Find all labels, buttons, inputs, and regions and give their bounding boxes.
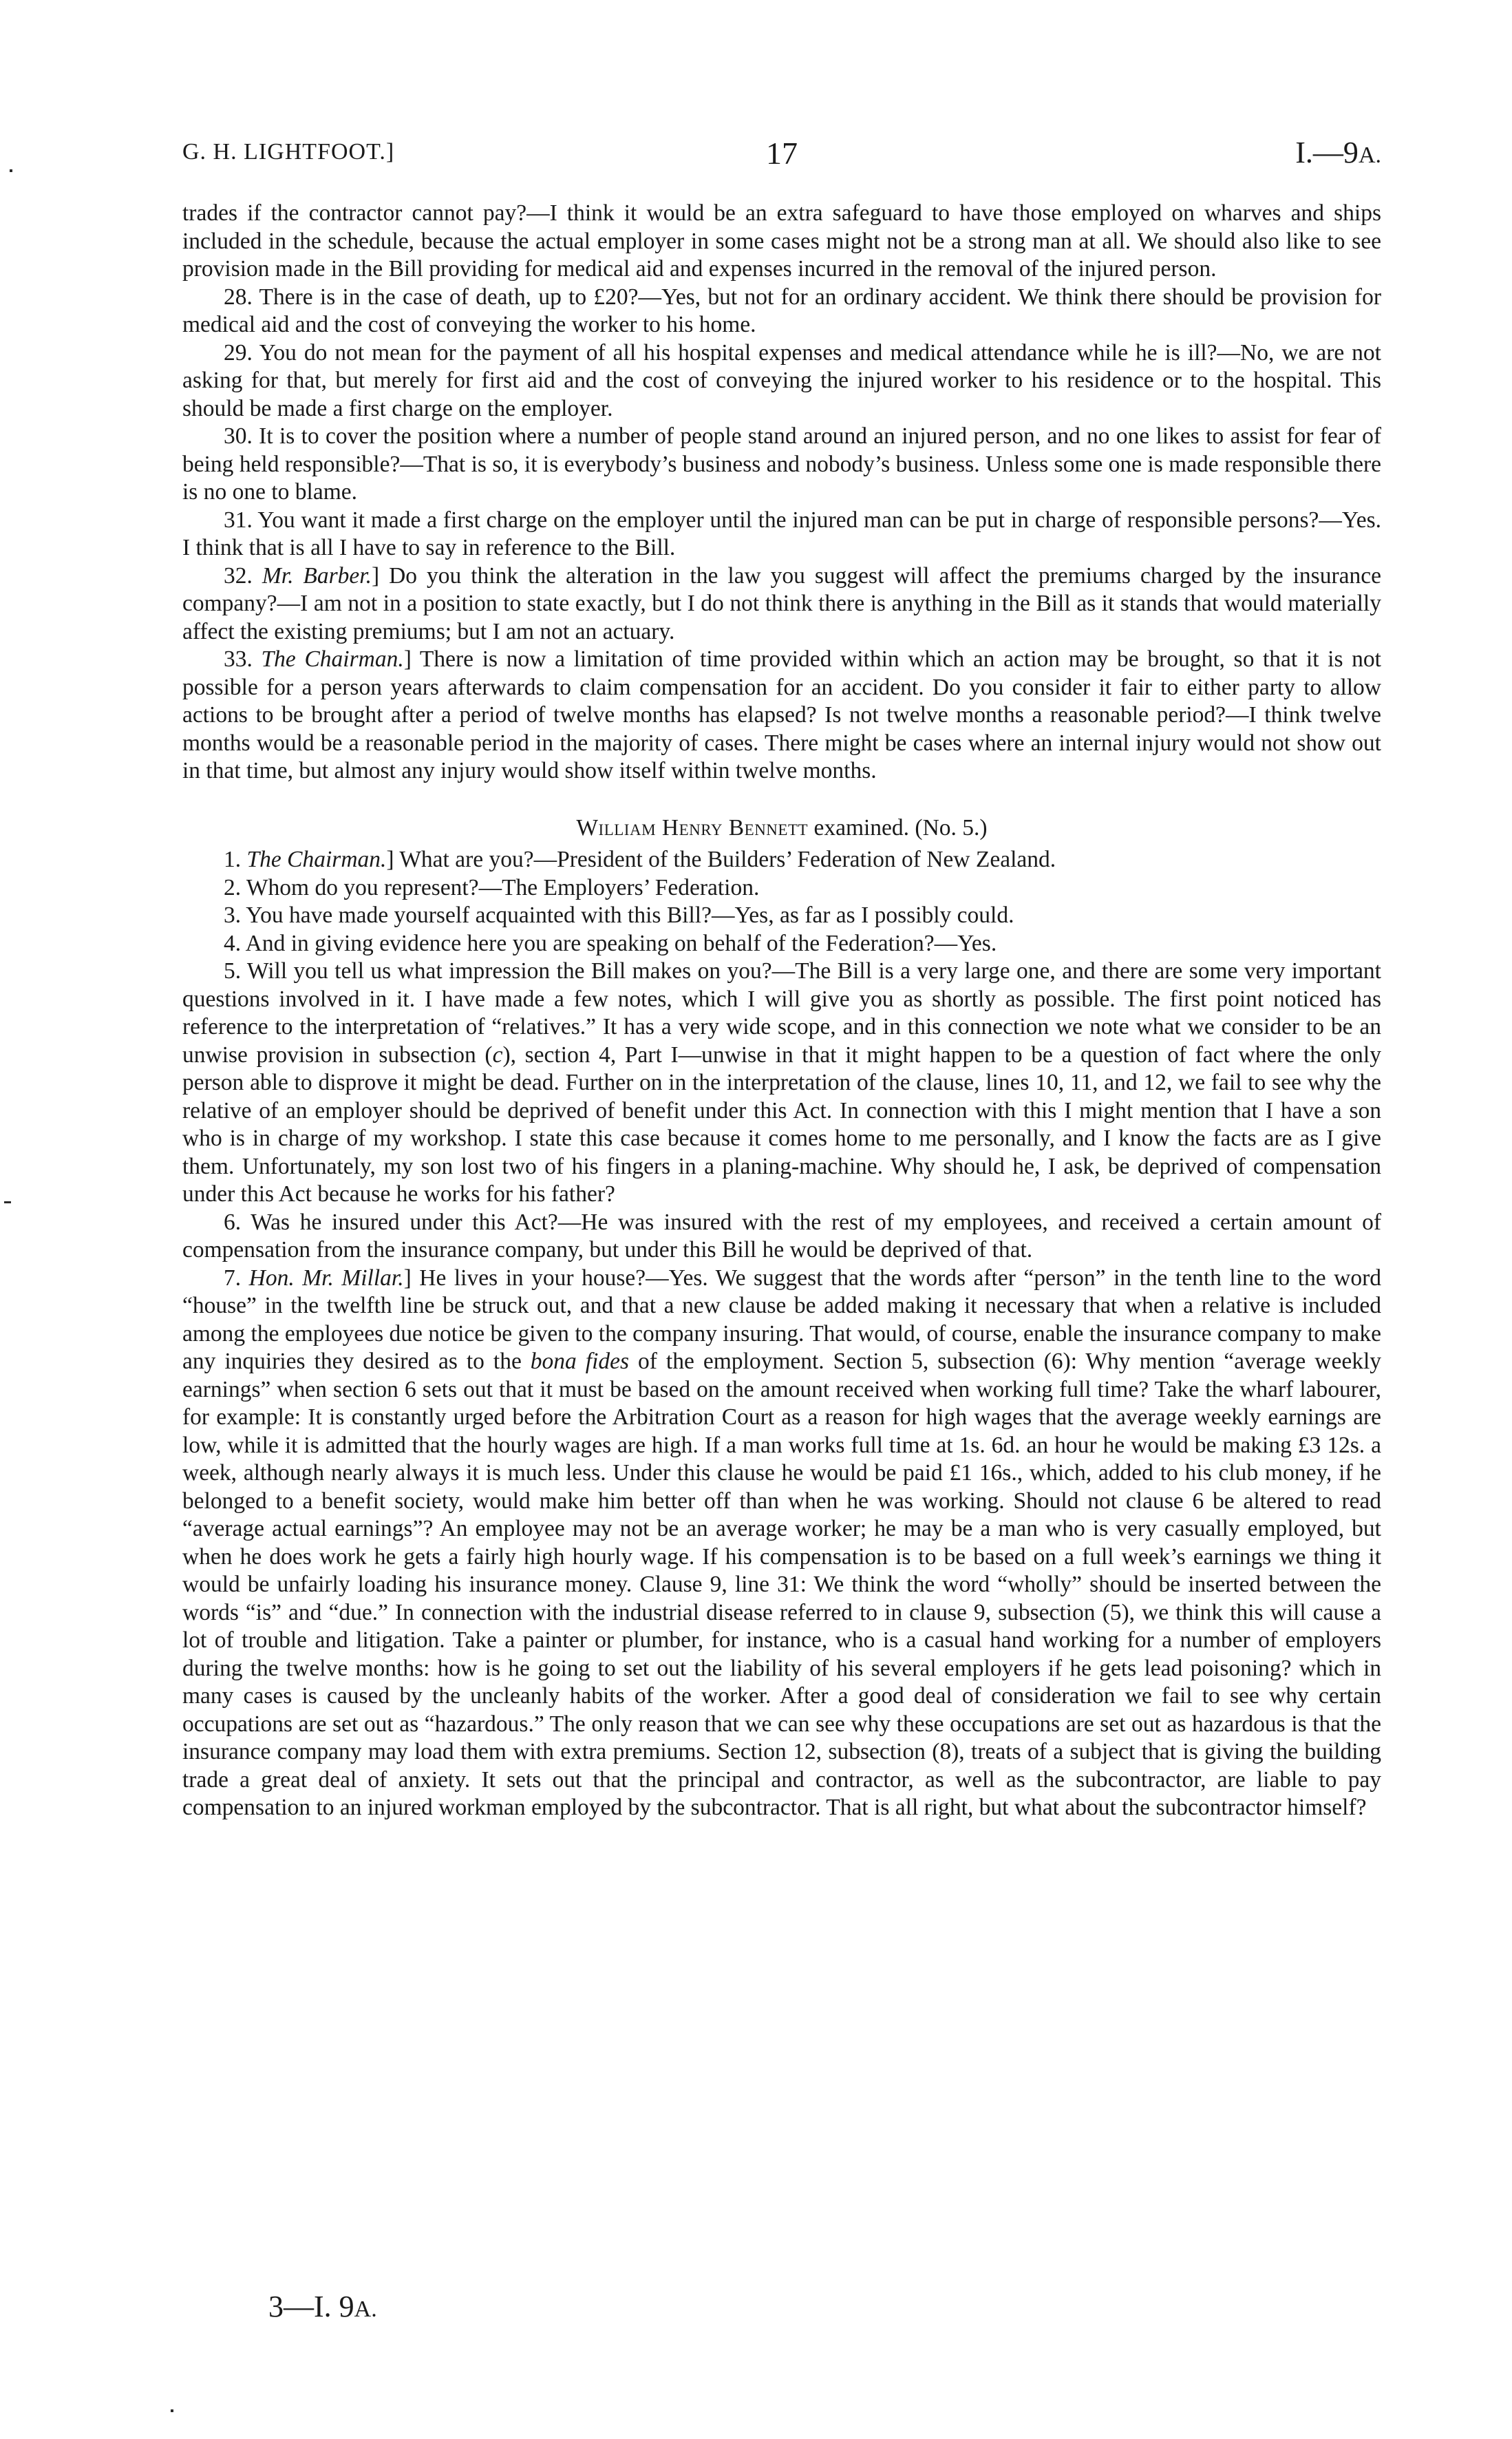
paragraph-q6 <box>182 1209 1381 1265</box>
text-run: ), section 4, Part I—unwise in that it might happen to be a question of fact where the only person able to disprove it might be dead. Further on in the interpretation of the clause, lines 10, 11, and 12, we fail to see why the relative of an employer should be deprived of benefit under this Act. In connection with this I might mention that I have a son who is in charge of my workshop. I state this case because it comes home to me personally, and I know the facts are as I give them. Unfortunately, my son lost two of his fingers in a planing-machine. Why should he, I ask, be deprived of compensation under this Act because he works for his father? <box>182 1042 1381 1207</box>
paragraph-p31 <box>182 507 1381 562</box>
paragraph-p33 <box>182 646 1381 785</box>
italic-text: Hon. Mr. Millar. <box>248 1265 404 1291</box>
text-run: ] There is now a limitation of time provided within which an action may be brought, so that it is not possible for a person years afterwards to claim compensation for an accident. Do you consider it fair to either party to allow actions to be brought after a period of twelve months has elapsed? Is not twelve months a reasonable period?—I think twelve months would be a reasonable period in the majority of cases. There might be cases where an internal injury would not show out in that time, but almost any injury would show itself within twelve months. <box>182 646 1381 783</box>
text-run: of the employment. Section 5, subsection (6): Why mention “average weekly earnings” when section 6 sets out that it must be based on the amount received when working full time? Take the wharf labourer, for example: It is constantly urged before the Arbitration Court as a reason for high wages that the average weekly earnings are low, while it is admitted that the hourly wages are high. If a man works full time at 1s. 6d. an hour he would be making £3 12s. a week, although nearly always it is much less. Under this clause he would be paid £1 16s., which, added to his club money, if he belonged to a benefit society, would make him better off than when he was working. Should not clause 6 be altered to read “average actual earnings”? An employee may not be an average worker; he may be a man who is very casually employed, but when he does work he gets a fairly high hourly wage. If his compensation is to be based on a full week’s earnings we thing it would be unfairly loading his insurance money. Clause 9, line 31: We think the word “wholly” should be inserted between the words “is” and “due.” In connection with the industrial disease referred to in clause 9, subsection (5), we think this will cause a lot of trouble and litigation. Take a painter or plumber, for instance, who is a casual hand working for a number of employers during the twelve months: how is he going to set out the liability of his several employers if he gets lead poisoning? which in many cases is caused by the uncleanly habits of the worker. After a good deal of consideration we fail to see why certain occupations are set out as “hazardous.” The only reason that we can see why these occupations are set out as hazardous is that the insurance company may load them with extra premiums. Section 12, subsection (8), treats of a subject that is giving the building trade a great deal of anxiety. It sets out that the principal and contractor, as well as the subcontractor, are liable to pay compensation to an injured workman employed by the subcontractor. That is all right, but what about the subcontractor himself? <box>182 1349 1382 1820</box>
text-run: 3. You have made yourself acquainted with this Bill?—Yes, as far as I possibly could. <box>224 902 1014 928</box>
text-run: ] He lives in your house?—Yes. We suggest that the words after “person” in the tenth line to the word “house” in the twelfth line be struck out, and that a new clause be added making it necessary that when a relative is included among the employees due notice be given to the company insuring. That would, of course, enable the insurance company to make any inquiries they desired as to the <box>182 1265 1382 1374</box>
signature-main: 3—I. 9 <box>268 2290 354 2323</box>
paragraph-q3 <box>182 902 1381 930</box>
text-run: 5. Will you tell us what impression the Bill makes on you?—The Bill is a very large one, and there are some very important questions involved in it. I have made a few notes, which I will give you as shortly as possible. The first point noticed has reference to the interpretation of “relatives.” It has a very wide scope, and in this connection we note what we consider to be an unwise provision in subsection ( <box>182 958 1381 1068</box>
paragraph-p32 <box>182 562 1381 646</box>
running-head-witness: G. H. LIGHTFOOT.] <box>182 139 395 165</box>
text-run: ] Do you think the alteration in the law you suggest will affect the premiums charged by the insurance company?—I am not in a position to state exactly, but I do not think there is anything in the Bill as it stands that would materially affect the existing premiums; but I am not an actuary. <box>182 562 1381 644</box>
section-heading-suffix: examined. (No. 5.) <box>808 814 988 841</box>
witness-name: William Henry Bennett <box>576 814 809 841</box>
text-run: 33. <box>224 646 262 672</box>
paragraph-q5 <box>182 958 1381 1209</box>
paragraph-p29 <box>182 339 1381 423</box>
document-reference-suffix: A. <box>1358 142 1381 168</box>
signature-suffix: A. <box>354 2297 377 2322</box>
paragraph-p28 <box>182 284 1381 339</box>
text-run: 28. There is in the case of death, up to £20?—Yes, but not for an ordinary accident. We think there should be provision for medical aid and the cost of conveying the worker to his home. <box>182 284 1381 337</box>
page-number: 17 <box>766 136 798 171</box>
paragraph-q1 <box>182 846 1381 874</box>
paragraph-q2 <box>182 874 1381 902</box>
italic-text: c <box>492 1042 503 1068</box>
paragraph-p30 <box>182 423 1381 507</box>
section-heading <box>182 814 1381 843</box>
scan-edge-mark <box>10 169 12 172</box>
signature-mark <box>268 2289 377 2324</box>
text-run: 7. <box>224 1265 249 1291</box>
italic-text: The Chairman. <box>246 847 387 872</box>
scan-edge-mark <box>4 1201 11 1203</box>
italic-text: The Chairman. <box>261 646 404 672</box>
text-run: 32. <box>224 562 262 589</box>
document-reference <box>1295 135 1381 170</box>
page-header <box>182 135 1381 176</box>
body-text <box>182 200 1381 1822</box>
paragraph-q7 <box>182 1265 1381 1822</box>
text-run: 4. And in giving evidence here you are speaking on behalf of the Federation?—Yes. <box>224 930 997 956</box>
text-run: 31. You want it made a first charge on the employer until the injured man can be put in charge of responsible persons?—Yes. I think that is all I have to say in reference to the Bill. <box>182 507 1381 560</box>
paragraph-p0 <box>182 200 1381 284</box>
text-run: 29. You do not mean for the payment of all his hospital expenses and medical attendance while he is ill?—No, we are not asking for that, but merely for first aid and the cost of conveying the injured worker to his residence or to the hospital. This should be made a first charge on the employer. <box>182 339 1381 421</box>
scan-edge-mark <box>171 2409 173 2412</box>
text-run: 1. <box>224 847 247 872</box>
italic-text: Mr. Barber. <box>262 562 372 589</box>
text-run: 30. It is to cover the position where a number of people stand around an injured person, and no one likes to assist for fear of being held responsible?—That is so, it is everybody’s business and nobody’s business. Unless some one is made responsible there is no one to blame. <box>182 423 1381 505</box>
text-run: 2. Whom do you represent?—The Employers’ Federation. <box>224 874 760 900</box>
text-run: trades if the contractor cannot pay?—I think it would be an extra safeguard to have those employed on wharves and ships included in the schedule, because the actual employer in some cases might not be a strong man at all. We should also like to see provision made in the Bill providing for medical aid and expenses incurred in the removal of the injured person. <box>182 200 1381 282</box>
evidence-continuation <box>182 200 1381 785</box>
text-run: ] What are you?—President of the Builders’ Federation of New Zealand. <box>386 847 1056 872</box>
italic-text: bona fides <box>530 1349 630 1374</box>
evidence-bennett <box>182 846 1381 1822</box>
text-run: 6. Was he insured under this Act?—He was insured with the rest of my employees, and received a certain amount of compensation from the insurance company, but under this Bill he would be deprived of that. <box>182 1209 1381 1263</box>
document-reference-main: I.—9 <box>1295 136 1359 169</box>
paragraph-q4 <box>182 930 1381 958</box>
